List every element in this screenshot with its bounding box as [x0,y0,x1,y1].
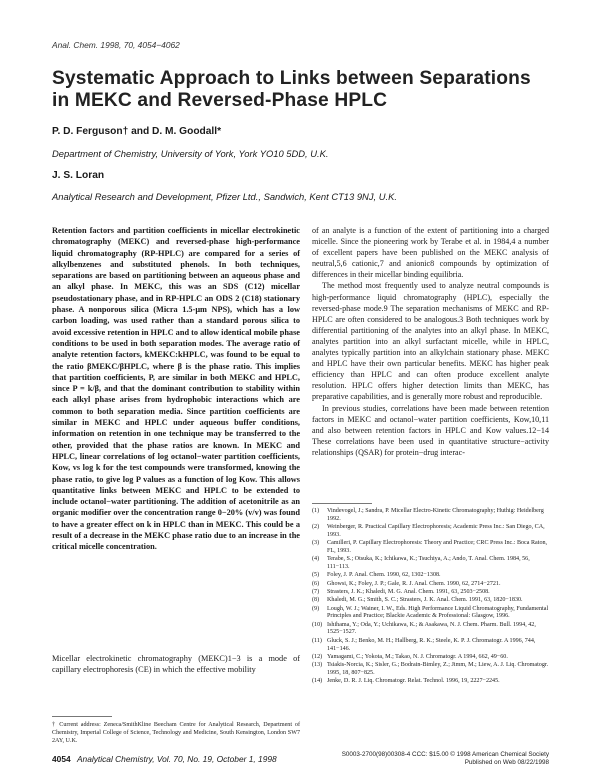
article-title: Systematic Approach to Links between Separations in MEKC and Reversed-Phase HPLC [52,68,531,111]
body-paragraph: In previous studies, correlations have been made between retention factors in MEKC and octanol−water partition coefficients, Kow,10,11 and also between retention factors in HPLC and Kow values.12−14 These correlations have been used in quantitative structure−activity relationships (QSAR) for protein−drug interac- [312,403,549,457]
reference-text: Khaledi, M. G.; Smith, S. C.; Strasters, J. K. Anal. Chem. 1991, 63, 1820−1830. [327,597,523,604]
author-line-1: P. D. Ferguson† and D. M. Goodall* [52,126,222,137]
reference-text: Lough, W. J.; Wainer, I. W., Eds. High Performance Liquid Chromatography, Fundamental Principles and Practice; Blackie Academic & Professional: Glasgow, 1996. [327,605,549,620]
reference-item [312,589,549,597]
reference-item [312,597,549,605]
page-number: 4054 [52,754,71,764]
reference-item [312,678,549,686]
reference-number: (14) [312,678,323,685]
right-column-body [312,225,549,458]
reference-item [312,638,549,654]
reference-item [312,654,549,662]
reference-item [312,524,549,540]
reference-number: (13) [312,662,323,669]
reference-number: (7) [312,588,320,595]
reference-text: Tsiakis-Norcia, K.; Sisler, G.; Bodrain-Bimley, Z.; Jimm, M.; Liew, A. J. Liq. Chromatogr. 1995, 18, 807−825. [327,662,549,676]
publication-date-line: Published on Web 08/22/1998 [464,759,549,766]
reference-text: Strasters, J. K.; Khaledi, M. G. Anal. Chem. 1991, 63, 2503−2508. [327,588,490,595]
reference-text: Weinberger, R. Practical Capillary Electrophoresis; Academic Press Inc.: San Diego, CA, 1993. [327,524,545,538]
reference-number: (12) [312,653,323,660]
body-paragraph: of an analyte is a function of the extent of partitioning into a charged micelle. Since the pioneering work by Terabe et al. in 1984,4 a number of excellent papers have been published on the MEKC analysis of neutral,5,6 cationic,7 and anionic8 compounds by optimization of differences in their micellar binding equilibria. [312,226,549,280]
reference-number: (11) [312,637,322,644]
reference-text: Vindevogel, J.; Sandra, P. Micellar Electro-Kinetic Chromatography; Huthig: Heidelberg 1992. [327,508,544,522]
reference-item [312,662,549,678]
reference-list [312,508,549,687]
affiliation-2: Analytical Research and Development, Pfizer Ltd., Sandwich, Kent CT13 9NJ, U.K. [52,191,397,202]
copyright-line: S0003-2700(98)00308-4 CCC: $15.00 © 1998 American Chemical Society [341,751,549,758]
page-footer [52,754,277,764]
copyright-block [330,751,549,767]
reference-text: Terabe, S.; Otsuka, K.; Ichikawa, K.; Tsuchiya, A.; Ando, T. Anal. Chem. 1984, 56, 111−113. [327,556,530,571]
reference-item [312,622,549,638]
journal-reference: Anal. Chem. 1998, 70, 4054−4062 [52,40,180,50]
reference-text: Gluck, S. J.; Benko, M. H.; Hallberg, R. K.; Steele, K. P. J. Chromatogr. A 1996, 744, 141−146. [327,637,536,652]
reference-number: (5) [312,572,320,579]
reference-number: (3) [312,540,320,547]
reference-item [312,581,549,589]
introduction-paragraph: Micellar electrokinetic chromatography (MEKC)1−3 is a mode of capillary electrophoresis (CE) in which the effective mobility [52,654,300,675]
body-paragraph: The method most frequently used to analyze neutral compounds is high-performance liquid chromatography (HPLC), especially the reversed-phase mode.9 The separation mechanisms of MEKC and RP-HPLC are often considered to be analogous.3 Both techniques work by differential partitioning of the analytes into an alkyl phase. In MEKC, analytes partition into an alkyl surfactant micelle, while in HPLC, analytes typically partition into an alkylchain stationary phase. MEKC and HPLC have their own particular benefits. MEKC has higher peak efficiency than HPLC and can often produce excellent analyte resolution. HPLC offers higher detection limits than MEKC, has preparative capabilities, and is generally more robust and reproducible. [312,281,549,402]
reference-text: Ishihama, Y.; Oda, Y.; Uchikawa, K.; & Asakawa, N. J. Chem. Pharm. Bull. 1994, 42, 1525−1527. [327,621,536,636]
reference-item [312,572,549,580]
reference-number: (2) [312,524,320,531]
reference-item [312,556,549,572]
affiliation-1: Department of Chemistry, University of York, York YO10 5DD, U.K. [52,148,329,159]
reference-number: (6) [312,580,320,587]
abstract: Retention factors and partition coefficients in micellar electrokinetic chromatography (MEKC) and reversed-phase high-performance liquid chromatography (RP-HPLC) are compared for a series of alkylbenzenes and substituted phenols. In both techniques, separations are based on partitioning between an aqueous phase and an alkyl phase. In MEKC, this was an SDS (C12) micellar pseudostationary phase, and in RP-HPLC an ODS 2 (C18) stationary phase. A nonporous silica (Micra 1.5-μm NPS), which has a low carbon loading, was used rather than a standard porous silica to avoid excessive retention in HPLC and to allow identical mobile phase conditions to be used in both separation modes. The average ratio of analyte retention factors, kMEKC:kHPLC, was found to be equal to the ratio βMEKC/βHPLC, where β is the phase ratio. This implies that partition coefficients, P, are similar in both MEKC and HPLC, since P = k/β, and that the dominant contribution to stability within each alkyl phase arises from hydrophobic interactions which are common to both separation media. Since partition coefficients are similar in MEKC and HPLC under aqueous buffer conditions, information on retention in one technique may be transferred to the other, provided that the phase ratios are known. In MEKC and HPLC, linear correlations of log octanol−water partition coefficients, Kow, vs log k for the test compounds were transformed, knowing the phase ratio, to give log P values as a function of log Kow. This allows quantitative links between MEKC and HPLC to be extended to include octanol−water partitioning. The addition of acetonitrile as an organic modifier over the concentration range 0−20% (v/v) was found to have a greater effect on k in HPLC than in MEKC. This could be a result of a decrease in the MEKC phase ratio due to an increase in the critical micelle concentration. [52,226,300,552]
reference-number: (9) [312,605,320,612]
references-divider [312,503,372,504]
reference-number: (8) [312,597,320,604]
reference-number: (1) [312,508,320,514]
reference-item [312,508,549,524]
reference-number: (4) [312,556,320,563]
footnote-divider [52,716,112,717]
reference-text: Ghowsi, K.; Foley, J. P.; Gale, R. J. Anal. Chem. 1990, 62, 2714−2721. [327,580,501,587]
author-line-2: J. S. Loran [52,170,105,181]
reference-text: Foley, J. P. Anal. Chem. 1990, 62, 1302−1308. [327,572,441,579]
footer-journal: Analytical Chemistry, Vol. 70, No. 19, October 1, 1998 [76,754,277,764]
reference-text: Jenke, D. R. J. Liq. Chromatogr. Relat. Technol. 1996, 19, 2227−2245. [327,678,500,685]
reference-number: (10) [312,621,323,628]
reference-item [312,540,549,556]
reference-item [312,606,549,622]
reference-text: Yamagami, C.; Yokota, M.; Takao, N. J. Chromatogr. A 1994, 662, 49−60. [327,653,508,660]
author-footnote: † Current address: Zeneca/SmithKline Beecham Centre for Analytical Research, Department of Chemistry, Imperial College of Science, Technology and Medicine, South Kensington, London SW7 2AY, U.K. [52,722,300,745]
reference-text: Camilleri, P. Capillary Electrophoresis: Theory and Practice; CRC Press Inc.: Boca Raton, FL, 1993. [327,540,548,554]
